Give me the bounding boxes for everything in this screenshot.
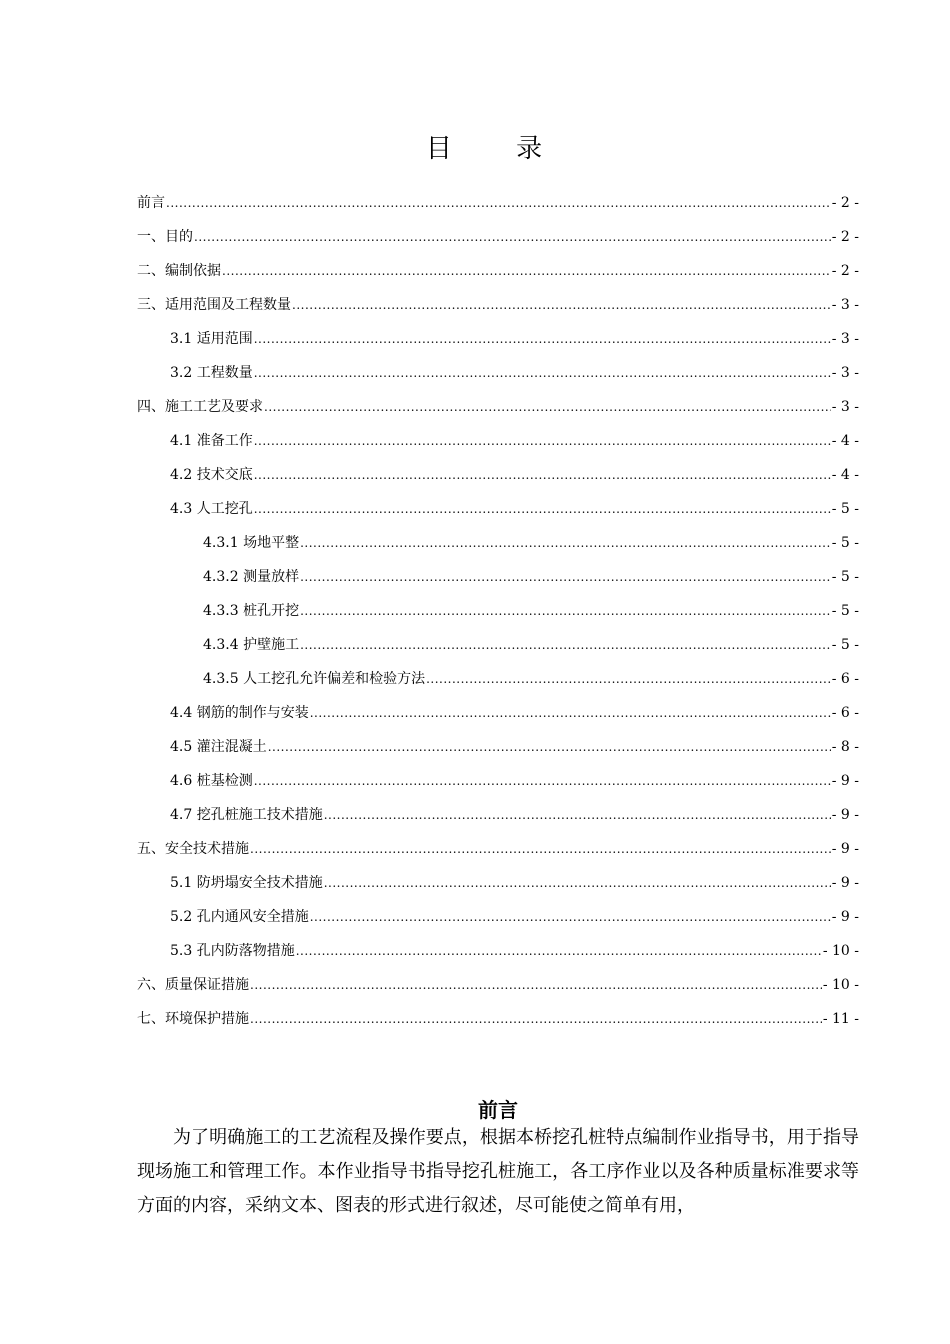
toc-leader-dots <box>300 563 831 591</box>
toc-entry[interactable] <box>137 897 859 931</box>
toc-entry[interactable] <box>137 455 859 489</box>
toc-entry-page-number: - 9 - <box>831 841 859 857</box>
toc-entry-page-number: - 10 - <box>822 943 859 959</box>
toc-entry-page-number: - 9 - <box>831 909 859 925</box>
toc-entry-label: 一、目的 <box>137 229 193 245</box>
toc-entry-label: 4.2 技术交底 <box>170 467 253 483</box>
toc-entry-label: 5.1 防坍塌安全技术措施 <box>170 875 323 891</box>
toc-entry-label: 四、施工工艺及要求 <box>137 399 263 415</box>
toc-entry-page-number: - 5 - <box>831 637 859 653</box>
toc-entry-label: 六、质量保证措施 <box>137 977 249 993</box>
toc-entry-page-number: - 11 - <box>822 1011 859 1027</box>
toc-leader-dots <box>268 733 831 761</box>
toc-entry[interactable] <box>137 727 859 761</box>
toc-leader-dots <box>296 937 822 965</box>
toc-leader-dots <box>222 257 831 285</box>
toc-entry-page-number: - 4 - <box>831 433 859 449</box>
toc-entry-label: 三、适用范围及工程数量 <box>137 297 291 313</box>
toc-entry-page-number: - 5 - <box>831 535 859 551</box>
toc-entry-label: 5.3 孔内防落物措施 <box>170 943 295 959</box>
toc-entry[interactable] <box>137 591 859 625</box>
toc-leader-dots <box>264 393 831 421</box>
toc-entry[interactable] <box>137 625 859 659</box>
toc-entry[interactable] <box>137 353 859 387</box>
toc-leader-dots <box>310 903 831 931</box>
toc-entry-page-number: - 8 - <box>831 739 859 755</box>
toc-entry-page-number: - 3 - <box>831 297 859 313</box>
toc-leader-dots <box>254 359 831 387</box>
toc-leader-dots <box>292 291 831 319</box>
toc-leader-dots <box>324 869 831 897</box>
toc-entry-page-number: - 3 - <box>831 365 859 381</box>
toc-leader-dots <box>250 1005 822 1033</box>
toc-entry-page-number: - 5 - <box>831 569 859 585</box>
toc-entry-page-number: - 10 - <box>822 977 859 993</box>
toc-leader-dots <box>310 699 831 727</box>
toc-entry-page-number: - 9 - <box>831 773 859 789</box>
toc-entry[interactable] <box>137 761 859 795</box>
toc-leader-dots <box>254 461 831 489</box>
toc-leader-dots <box>300 529 831 557</box>
toc-entry-label: 4.7 挖孔桩施工技术措施 <box>170 807 323 823</box>
toc-entry[interactable] <box>137 285 859 319</box>
toc-leader-dots <box>254 325 831 353</box>
toc-entry-label: 3.1 适用范围 <box>170 331 253 347</box>
toc-entry-page-number: - 3 - <box>831 399 859 415</box>
toc-entry[interactable] <box>137 693 859 727</box>
toc-entry[interactable] <box>137 659 859 693</box>
toc-entry[interactable] <box>137 557 859 591</box>
toc-leader-dots <box>254 767 831 795</box>
toc-entry-label: 3.2 工程数量 <box>170 365 253 381</box>
toc-leader-dots <box>324 801 831 829</box>
toc-leader-dots <box>194 223 831 251</box>
toc-entry[interactable] <box>137 217 859 251</box>
toc-entry-label: 七、环境保护措施 <box>137 1011 249 1027</box>
toc-entry-page-number: - 4 - <box>831 467 859 483</box>
toc-entry[interactable] <box>137 863 859 897</box>
toc-entry-page-number: - 2 - <box>831 263 859 279</box>
toc-entry-label: 4.5 灌注混凝土 <box>170 739 267 755</box>
preface-body: 为了明确施工的工艺流程及操作要点，根据本桥挖孔桩特点编制作业指导书，用于指导现场施工和管理工作。本作业指导书指导挖孔桩施工，各工序作业以及各种质量标准要求等方面的内容，采纳文本、图表的形式进行叙述，尽可能使之简单有用， <box>137 1127 859 1216</box>
toc-title: 目 录 <box>425 134 571 164</box>
toc-entry-page-number: - 9 - <box>831 875 859 891</box>
toc-entry-page-number: - 3 - <box>831 331 859 347</box>
toc-entry[interactable] <box>137 829 859 863</box>
toc-entry[interactable] <box>137 965 859 999</box>
toc-leader-dots <box>250 971 822 999</box>
toc-entry-label: 二、编制依据 <box>137 263 221 279</box>
toc-entry[interactable] <box>137 795 859 829</box>
toc-entry-page-number: - 2 - <box>831 195 859 211</box>
toc-entry[interactable] <box>137 489 859 523</box>
toc-entry-label: 4.6 桩基检测 <box>170 773 253 789</box>
toc-leader-dots <box>300 631 831 659</box>
preface-heading: 前言 <box>478 1098 518 1122</box>
table-of-contents <box>137 183 859 1033</box>
toc-entry-label: 4.3.3 桩孔开挖 <box>203 603 300 619</box>
toc-entry-label: 4.1 准备工作 <box>170 433 253 449</box>
toc-leader-dots <box>254 495 831 523</box>
toc-entry-page-number: - 6 - <box>831 671 859 687</box>
toc-entry[interactable] <box>137 999 859 1033</box>
toc-entry-label: 4.3.4 护壁施工 <box>203 637 300 653</box>
toc-entry-page-number: - 9 - <box>831 807 859 823</box>
toc-entry[interactable] <box>137 523 859 557</box>
toc-entry-page-number: - 5 - <box>831 603 859 619</box>
toc-entry[interactable] <box>137 251 859 285</box>
toc-leader-dots <box>426 665 831 693</box>
toc-entry-label: 4.3.2 测量放样 <box>203 569 300 585</box>
toc-entry[interactable] <box>137 421 859 455</box>
toc-entry-label: 4.3.1 场地平整 <box>203 535 300 551</box>
toc-entry-label: 前言 <box>137 195 165 211</box>
toc-leader-dots <box>300 597 831 625</box>
toc-leader-dots <box>254 427 831 455</box>
toc-entry-label: 4.3 人工挖孔 <box>170 501 253 517</box>
toc-entry[interactable] <box>137 931 859 965</box>
toc-entry-page-number: - 5 - <box>831 501 859 517</box>
toc-entry[interactable] <box>137 387 859 421</box>
toc-leader-dots <box>166 189 831 217</box>
toc-leader-dots <box>250 835 831 863</box>
toc-entry[interactable] <box>137 319 859 353</box>
toc-entry-label: 5.2 孔内通风安全措施 <box>170 909 309 925</box>
toc-entry-label: 4.4 钢筋的制作与安装 <box>170 705 309 721</box>
toc-entry-page-number: - 6 - <box>831 705 859 721</box>
toc-entry[interactable] <box>137 183 859 217</box>
toc-entry-label: 五、安全技术措施 <box>137 841 249 857</box>
toc-entry-label: 4.3.5 人工挖孔允许偏差和检验方法 <box>203 671 426 687</box>
toc-entry-page-number: - 2 - <box>831 229 859 245</box>
